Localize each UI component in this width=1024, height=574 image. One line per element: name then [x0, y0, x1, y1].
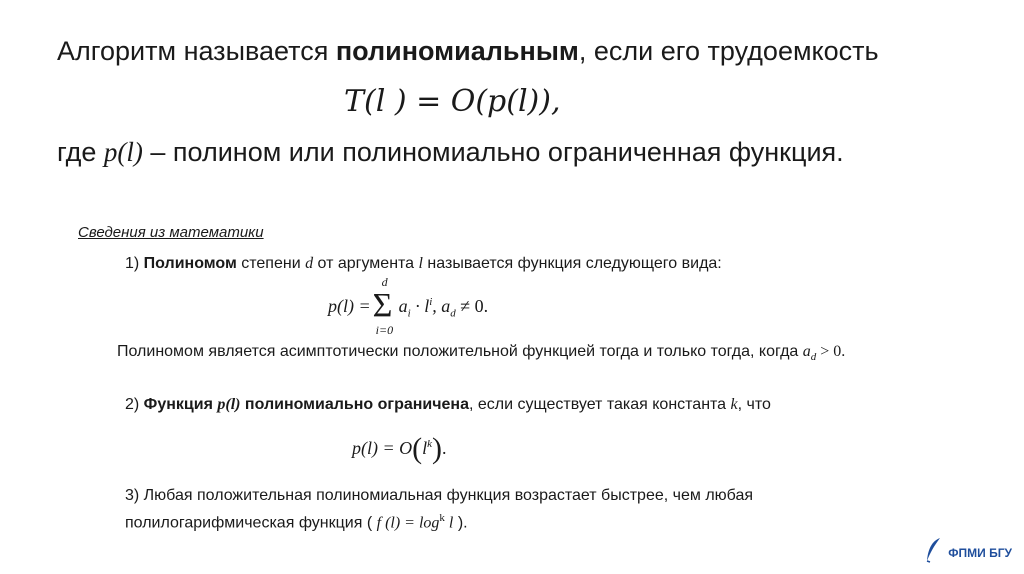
item-1-definition: [125, 255, 722, 273]
superscript: k: [427, 438, 433, 450]
term-bold: Полиномом: [143, 255, 237, 272]
formula-term: · l: [410, 296, 430, 317]
formula-term: ≠ 0.: [455, 296, 489, 317]
formula-term: a: [398, 296, 408, 317]
headline-text: Алгоритм называется: [57, 36, 336, 66]
headline-text-tail: , если его трудоемкость: [578, 36, 879, 66]
text: ).: [453, 514, 468, 532]
term-bold: Функция: [143, 396, 218, 413]
university-logo: [924, 537, 1012, 568]
text: степени: [236, 255, 306, 272]
section-subheading: Сведения из математики: [78, 224, 264, 241]
item-number: 1): [125, 255, 144, 272]
text: , если существует такая константа: [469, 396, 731, 413]
item-number: 2): [125, 396, 144, 413]
summation-sign: d Σ i=0: [372, 275, 394, 337]
formula-term: , a: [432, 296, 451, 317]
bounded-formula: $p(l) = O(l^k)$.: [352, 432, 447, 465]
formula-lhs: p(l) = O: [352, 438, 413, 458]
text: полилогарифмическая функция (: [125, 514, 377, 532]
math-var: a: [802, 343, 811, 360]
item-2-definition: [125, 396, 771, 414]
text: Полиномом является асимптотически положительной функцией тогда и только тогда, когда: [117, 343, 803, 360]
polynomial-formula: [328, 275, 489, 337]
item-3-line-2: [125, 512, 468, 532]
quill-icon: [924, 537, 944, 568]
headline-line-1: [57, 36, 879, 67]
sum-upper: d: [381, 275, 388, 289]
headline-line-3: [57, 137, 844, 168]
term-bold: полиномиально ограничена: [240, 396, 469, 413]
formula-lhs: p(l) =: [328, 296, 371, 317]
logo-text: ФПМИ БГУ: [948, 545, 1012, 560]
sum-lower: i=0: [375, 323, 394, 337]
subscript: d: [450, 307, 456, 320]
headline-text: где: [57, 137, 104, 167]
math-p-of-l: p(l): [217, 396, 241, 413]
headline-text-tail: – полином или полиномиально ограниченная функция.: [142, 137, 844, 167]
text: , что: [737, 396, 771, 413]
text: называется функция следующего вида:: [422, 255, 722, 272]
asymptotic-note: [117, 343, 845, 363]
math-p-of-l: p(l): [103, 137, 143, 167]
subscript: d: [810, 351, 817, 364]
formula-term: l: [422, 438, 428, 458]
math-var: l: [418, 255, 423, 272]
math-var: d: [305, 255, 314, 272]
subscript: i: [407, 307, 411, 320]
text: > 0.: [816, 343, 846, 360]
superscript: i: [429, 296, 433, 309]
formula-term: .: [442, 438, 447, 458]
formula-term: f (l) = log: [376, 514, 440, 532]
formula-term: l: [444, 514, 454, 532]
superscript: k: [439, 512, 445, 524]
math-var: k: [730, 396, 738, 413]
text: от аргумента: [313, 255, 419, 272]
headline-bold-term: полиномиальным: [335, 36, 579, 66]
item-3-line-1: 3) Любая положительная полиномиальная функция возрастает быстрее, чем любая: [125, 487, 754, 504]
complexity-formula: T(l ) = O(p(l)),: [344, 84, 561, 119]
